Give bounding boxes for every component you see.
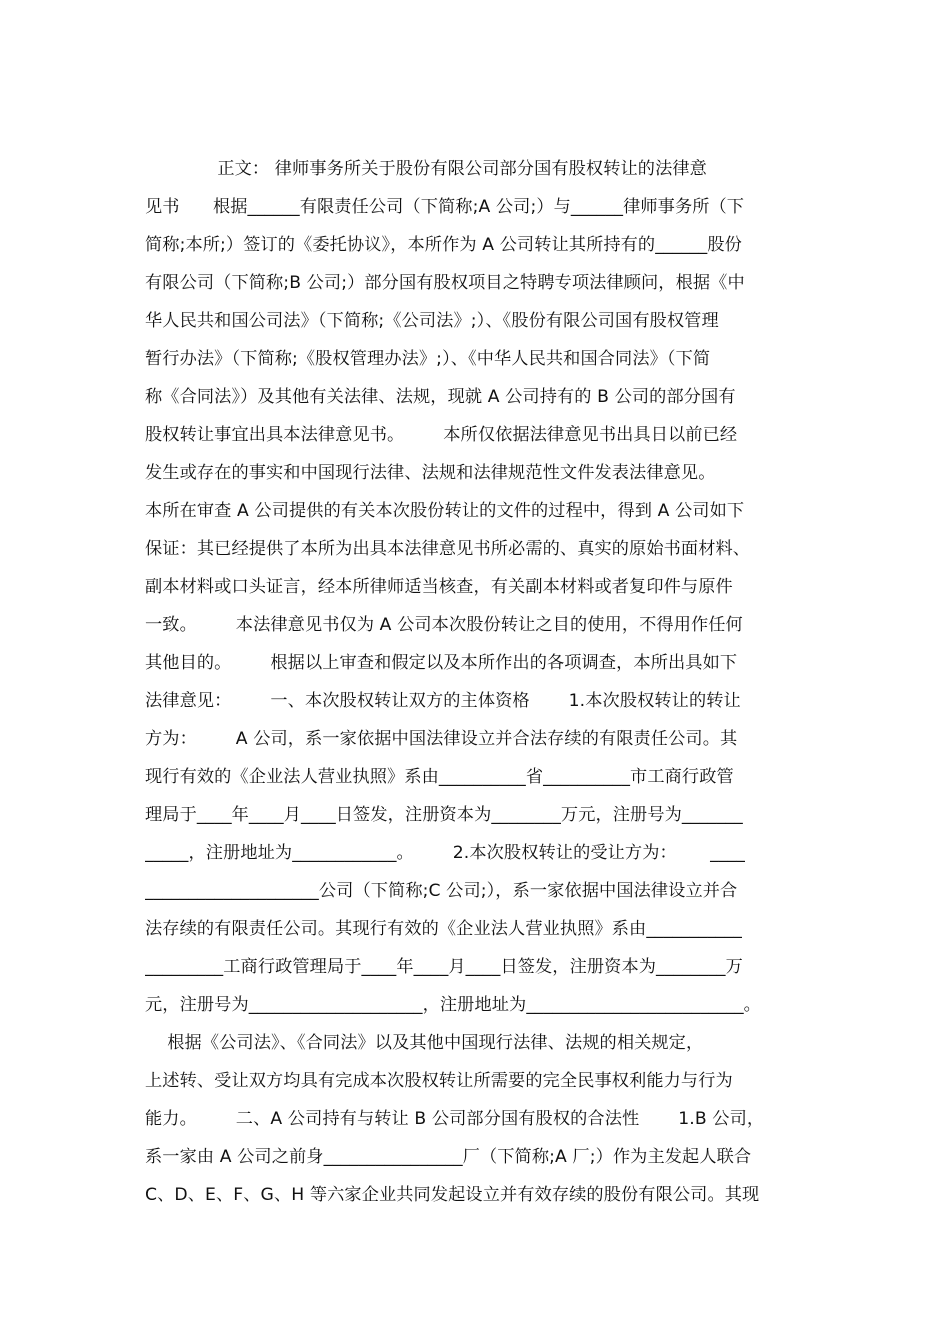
text-line: 本所在审查 A 公司提供的有关本次股份转让的文件的过程中，得到 A 公司如下 (145, 501, 745, 521)
text-line: 暂行办法》（下简称;《股权管理办法》;）、《中华人民共和国合同法》（下简 (145, 349, 711, 369)
text-line: _________工商行政管理局于____年____月____日签发，注册资本为________万 (145, 957, 743, 977)
text-line: 一致。 本法律意见书仅为 A 公司本次股份转让之目的使用，不得用作任何 (145, 615, 743, 635)
document-body (145, 150, 810, 1214)
text-line: _____，注册地址为____________。 2.本次股权转让的受让方为： ____ (145, 843, 745, 863)
text-line: 能力。 二、A 公司持有与转让 B 公司部分国有股权的合法性 1.B 公司， (145, 1109, 765, 1129)
text-line: 股权转让事宜出具本法律意见书。 本所仅依据法律意见书出具日以前已经 (145, 425, 738, 445)
text-line: 华人民共和国公司法》（下简称;《公司法》;）、《股份有限公司国有股权管理 (145, 311, 719, 331)
text-line: 元，注册号为____________________，注册地址为_________________________。 (145, 995, 761, 1015)
text-line: 发生或存在的事实和中国现行法律、法规和法律规范性文件发表法律意见。 (145, 463, 716, 483)
text-line: 有限公司（下简称;B 公司;）部分国有股权项目之特聘专项法律顾问，根据《中 (145, 273, 745, 293)
text-line: ____________________公司（下简称;C 公司;），系一家依据中国法律设立并合 (145, 881, 738, 901)
text-line: 上述转、受让双方均具有完成本次股权转让所需要的完全民事权利能力与行为 (145, 1071, 733, 1091)
text-line: 方为： A 公司，系一家依据中国法律设立并合法存续的有限责任公司。其 (145, 729, 738, 749)
text-line: 理局于____年____月____日签发，注册资本为________万元，注册号为_______ (145, 805, 743, 825)
text-line: 见书 根据______有限责任公司（下简称;A 公司;）与______律师事务所（下 (145, 197, 745, 217)
text-line: 其他目的。 根据以上审查和假定以及本所作出的各项调查，本所出具如下 (145, 653, 738, 673)
text-line: 现行有效的《企业法人营业执照》系由__________省__________市工商行政管 (145, 767, 734, 787)
text-line: 系一家由 A 公司之前身________________厂（下简称;A 厂;）作为主发起人联合 (145, 1147, 752, 1167)
text-line: C、D、E、F、G、H 等六家企业共同发起设立并有效存续的股份有限公司。其现 (145, 1185, 760, 1205)
text-line: 法存续的有限责任公司。其现行有效的《企业法人营业执照》系由___________ (145, 919, 742, 939)
text-line: 法律意见： 一、本次股权转让双方的主体资格 1.本次股权转让的转让 (145, 691, 741, 711)
text-line: 保证：其已经提供了本所为出具本法律意见书所必需的、真实的原始书面材料、 (145, 539, 751, 559)
text-line: 副本材料或口头证言，经本所律师适当核查，有关副本材料或者复印件与原件 (145, 577, 733, 597)
text-line: 正文： 律师事务所关于股份有限公司部分国有股权转让的法律意 (145, 159, 707, 179)
text-line: 简称;本所;）签订的《委托协议》，本所作为 A 公司转让其所持有的______股份 (145, 235, 742, 255)
text-line: 根据《公司法》、《合同法》以及其他中国现行法律、法规的相关规定， (145, 1033, 704, 1053)
text-line: 称《合同法》）及其他有关法律、法规，现就 A 公司持有的 B 公司的部分国有 (145, 387, 736, 407)
